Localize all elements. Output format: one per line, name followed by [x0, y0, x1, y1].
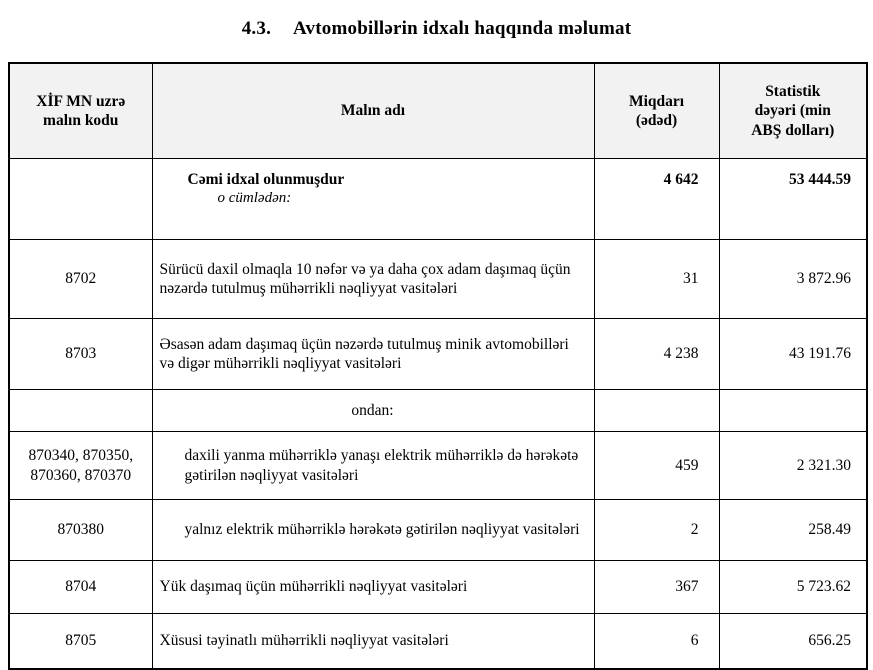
cell-value: 53 444.59	[719, 159, 867, 240]
table-row	[9, 240, 867, 319]
cell-code	[9, 390, 152, 432]
import-table-container	[8, 62, 866, 670]
header-name: Malın adı	[152, 63, 594, 159]
cell-code	[9, 159, 152, 240]
cell-value	[719, 390, 867, 432]
section-title-text: Avtomobillərin idxalı haqqında məlumat	[293, 18, 632, 39]
cell-quantity: 4 642	[594, 159, 719, 240]
subheader-label: ondan:	[152, 390, 594, 432]
table-row	[9, 561, 867, 614]
table-row-subheader	[9, 390, 867, 432]
table-row-total	[9, 159, 867, 240]
cell-value: 258.49	[719, 500, 867, 561]
header-quantity: Miqdarı (ədəd)	[594, 63, 719, 159]
section-number: 4.3.	[241, 18, 272, 39]
cell-value: 3 872.96	[719, 240, 867, 319]
header-value: Statistik dəyəri (min ABŞ dolları)	[719, 63, 867, 159]
total-label: Cəmi idxal olunmuşdur	[187, 171, 345, 188]
cell-name: Əsasən adam daşımaq üçün nəzərdə tutulmuş minik avtomobilləri və digər mühərrikli nəqliyyat vasitələri	[152, 319, 594, 390]
section-title	[0, 18, 873, 40]
cell-name: yalnız elektrik mühərriklə hərəkətə gətirilən nəqliyyat vasitələri	[152, 500, 594, 561]
table-header-row	[9, 63, 867, 159]
cell-name: Sürücü daxil olmaqla 10 nəfər və ya daha çox adam daşımaq üçün nəzərdə tutulmuş mühərrikli nəqliyyat vasitələri	[152, 240, 594, 319]
cell-value: 656.25	[719, 614, 867, 670]
cell-code: 8704	[9, 561, 152, 614]
cell-quantity: 31	[594, 240, 719, 319]
table-row	[9, 614, 867, 670]
cell-quantity: 4 238	[594, 319, 719, 390]
table-row	[9, 500, 867, 561]
cell-code: 8702	[9, 240, 152, 319]
cell-code: 870380	[9, 500, 152, 561]
cell-name: Xüsusi təyinatlı mühərrikli nəqliyyat vasitələri	[152, 614, 594, 670]
cell-code: 8705	[9, 614, 152, 670]
cell-name	[152, 159, 594, 240]
import-table	[8, 62, 868, 670]
cell-value: 2 321.30	[719, 432, 867, 500]
table-row	[9, 432, 867, 500]
cell-name: Yük daşımaq üçün mühərrikli nəqliyyat vasitələri	[152, 561, 594, 614]
cell-value: 43 191.76	[719, 319, 867, 390]
cell-quantity: 367	[594, 561, 719, 614]
cell-code: 8703	[9, 319, 152, 390]
cell-quantity: 2	[594, 500, 719, 561]
cell-code: 870340, 870350, 870360, 870370	[9, 432, 152, 500]
header-code: XİF MN uzrə malın kodu	[9, 63, 152, 159]
cell-value: 5 723.62	[719, 561, 867, 614]
cell-quantity	[594, 390, 719, 432]
cell-quantity: 6	[594, 614, 719, 670]
total-sublabel: o cümlədən:	[217, 190, 292, 207]
cell-name: daxili yanma mühərriklə yanaşı elektrik mühərriklə də hərəkətə gətirilən nəqliyyat vasitələri	[152, 432, 594, 500]
cell-quantity: 459	[594, 432, 719, 500]
table-row	[9, 319, 867, 390]
